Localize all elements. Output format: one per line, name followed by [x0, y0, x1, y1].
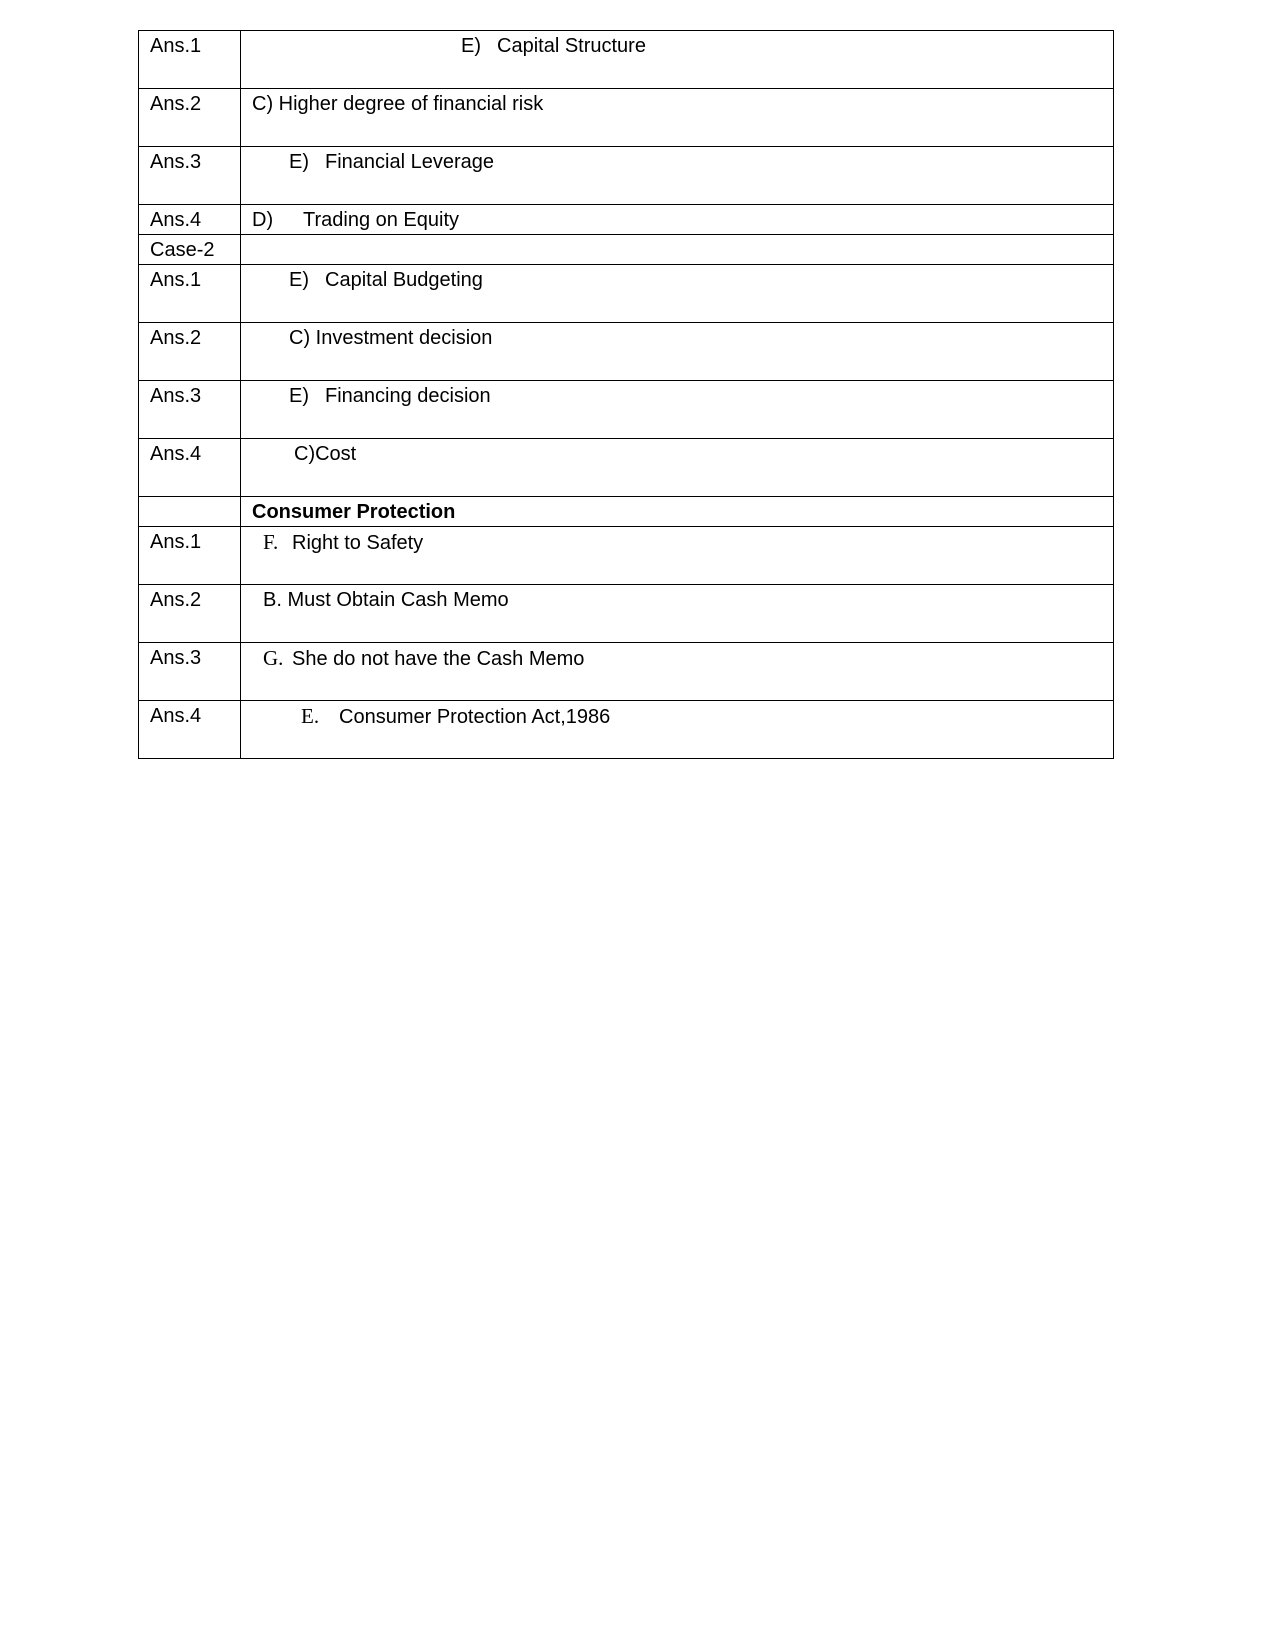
- answer-marker: E): [289, 151, 309, 173]
- answer-text: Financing decision: [325, 385, 491, 407]
- answer-marker: E): [461, 35, 481, 57]
- answer-text: C) Investment decision: [289, 327, 493, 349]
- answer-label: Ans.3: [139, 381, 241, 439]
- answer-text: C) Higher degree of financial risk: [252, 93, 544, 115]
- answer-label: Ans.2: [139, 89, 241, 147]
- table-row: [139, 585, 1114, 643]
- answer-label: Ans.4: [139, 701, 241, 759]
- table-row: [139, 381, 1114, 439]
- table-row: [139, 439, 1114, 497]
- answer-label: Ans.3: [139, 147, 241, 205]
- answer-text: Right to Safety: [292, 532, 424, 554]
- answer-text: B. Must Obtain Cash Memo: [263, 589, 509, 611]
- answer-cell: [241, 89, 1114, 147]
- case-label: Case-2: [139, 235, 241, 265]
- answer-cell: [241, 527, 1114, 585]
- answer-label: [139, 497, 241, 527]
- answer-label: Ans.2: [139, 585, 241, 643]
- answer-text: Capital Structure: [497, 35, 646, 57]
- answer-text: Capital Budgeting: [325, 269, 483, 291]
- answer-marker: E): [289, 385, 309, 407]
- answer-key-table: [138, 30, 1114, 759]
- table-row: [139, 497, 1114, 527]
- answer-marker: G.: [263, 646, 284, 670]
- answer-marker: D): [252, 209, 274, 231]
- answer-label: Ans.2: [139, 323, 241, 381]
- answer-cell: [241, 265, 1114, 323]
- answer-label: Ans.3: [139, 643, 241, 701]
- answer-cell: [241, 323, 1114, 381]
- answer-marker: E.: [301, 704, 320, 728]
- answer-cell: [241, 381, 1114, 439]
- answer-label: Ans.1: [139, 31, 241, 89]
- table-row: [139, 323, 1114, 381]
- answer-text: She do not have the Cash Memo: [292, 648, 585, 670]
- table-row: [139, 643, 1114, 701]
- table-row: [139, 89, 1114, 147]
- answer-text: Trading on Equity: [303, 209, 460, 231]
- answer-marker: E): [289, 269, 309, 291]
- answer-cell: [241, 235, 1114, 265]
- answer-marker: F.: [263, 530, 279, 554]
- table-row: [139, 265, 1114, 323]
- answer-cell: [241, 701, 1114, 759]
- table-row: [139, 701, 1114, 759]
- answer-label: Ans.4: [139, 205, 241, 235]
- answer-cell: [241, 585, 1114, 643]
- answer-cell: [241, 147, 1114, 205]
- section-title: Consumer Protection: [252, 501, 456, 523]
- table-row: [139, 235, 1114, 265]
- answer-text: C)Cost: [294, 443, 357, 465]
- table-row: [139, 527, 1114, 585]
- answer-label: Ans.1: [139, 527, 241, 585]
- answer-cell: [241, 439, 1114, 497]
- answer-label: Ans.4: [139, 439, 241, 497]
- answer-text: Financial Leverage: [325, 151, 494, 173]
- answer-cell: [241, 497, 1114, 527]
- table-row: [139, 147, 1114, 205]
- answer-cell: [241, 643, 1114, 701]
- answer-text: Consumer Protection Act,1986: [339, 706, 611, 728]
- answer-cell: [241, 205, 1114, 235]
- answer-label: Ans.1: [139, 265, 241, 323]
- answer-cell: [241, 31, 1114, 89]
- table-row: [139, 205, 1114, 235]
- table-row: [139, 31, 1114, 89]
